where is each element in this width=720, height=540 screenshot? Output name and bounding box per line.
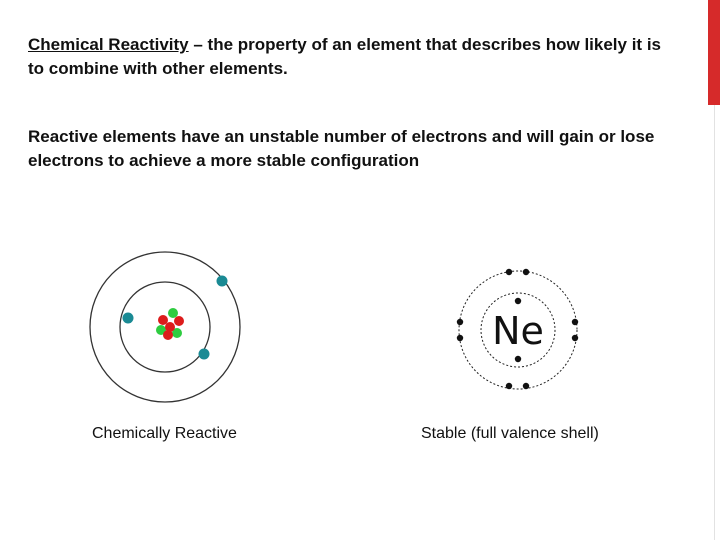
element-symbol: Ne [492, 309, 544, 353]
valence-electron [217, 276, 228, 287]
definition-separator: – [188, 35, 208, 54]
stable-caption: Stable (full valence shell) [421, 425, 599, 442]
reactive-atom-diagram [85, 250, 255, 410]
valence-electron [457, 319, 463, 325]
neutron [168, 308, 178, 318]
proton [163, 330, 173, 340]
proton [174, 316, 184, 326]
electron [199, 349, 210, 360]
explanation-paragraph: Reactive elements have an unstable number of electrons and will gain or lose electrons to achieve a more stable configuration [28, 127, 655, 170]
definition-paragraph [28, 33, 668, 81]
valence-electron [506, 383, 512, 389]
definition-term: Chemical Reactivity [28, 35, 189, 54]
valence-electron [457, 335, 463, 341]
reactive-caption: Chemically Reactive [92, 425, 237, 442]
nucleus [156, 308, 184, 340]
definition-text: the property of an element that describes how likely it is to combine with other elements. [28, 35, 661, 78]
valence-electron [523, 383, 529, 389]
valence-electron [523, 269, 529, 275]
electron [123, 313, 134, 324]
inner-electron [515, 356, 521, 362]
valence-electron [572, 335, 578, 341]
inner-electron [515, 298, 521, 304]
stable-neon-diagram [445, 260, 595, 395]
valence-electron [572, 319, 578, 325]
accent-bar [708, 0, 720, 105]
accent-divider [714, 105, 715, 540]
valence-electron [506, 269, 512, 275]
